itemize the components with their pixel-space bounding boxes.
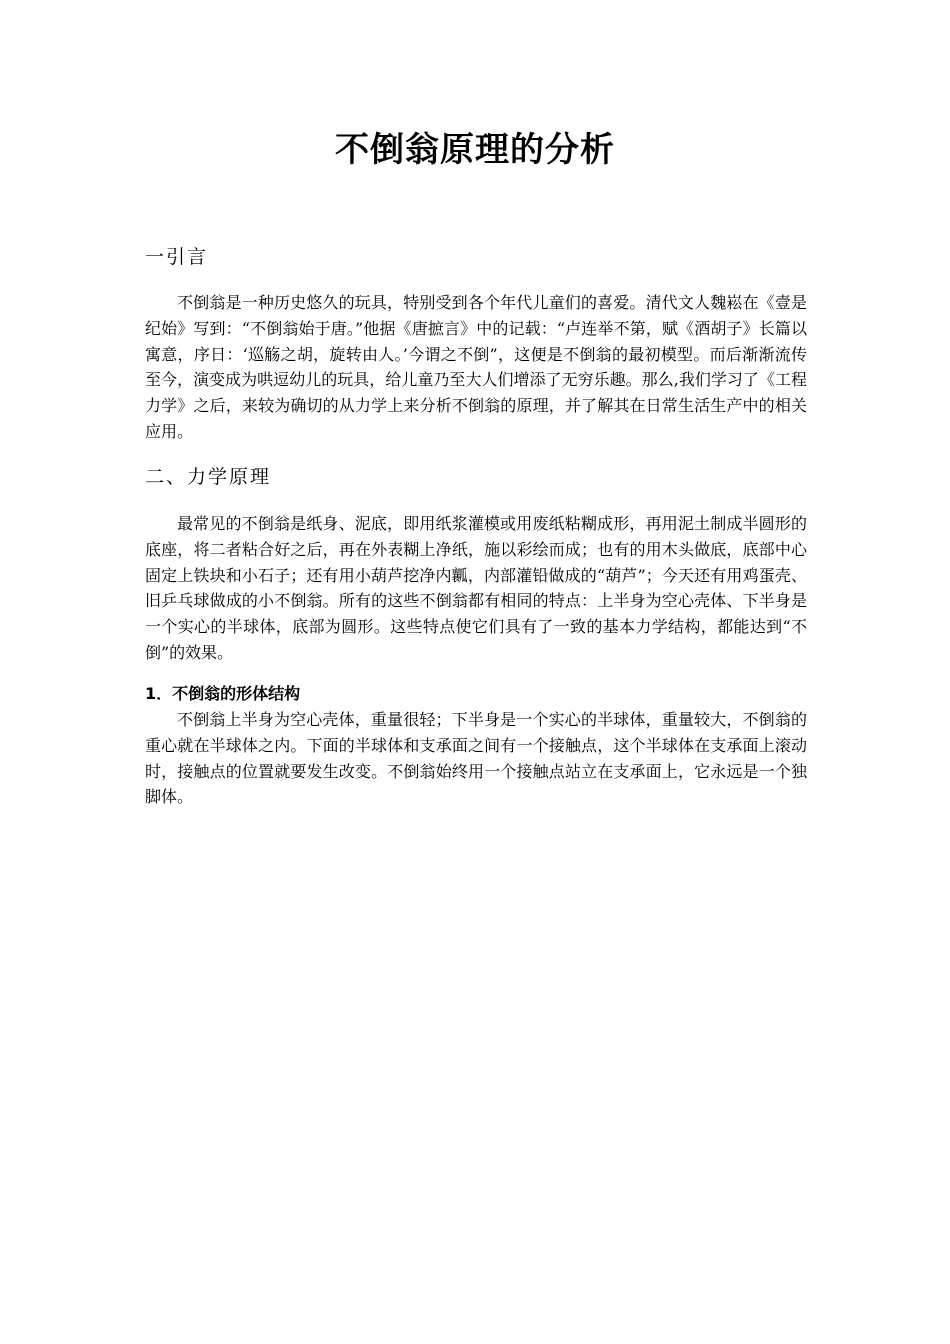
subsection-heading-shape-structure: 1．不倒翁的形体结构 bbox=[145, 684, 301, 703]
section-heading-mechanics: 二、力学原理 bbox=[145, 466, 272, 488]
document-title: 不倒翁原理的分析 bbox=[335, 130, 615, 170]
shape-structure-paragraph: 不倒翁上半身为空心壳体，重量很轻；下半身是一个实心的半球体，重量较大，不倒翁的重心就在半球体之内。下面的半球体和支承面之间有一个接触点，这个半球体在支承面上滚动时，接触点的位置就要发生改变。不倒翁始终用一个接触点站立在支承面上，它永远是一个独脚体。 bbox=[145, 710, 807, 807]
mechanics-paragraph: 最常见的不倒翁是纸身、泥底，即用纸浆灌模或用废纸粘糊成形，再用泥土制成半圆形的底座，将二者粘合好之后，再在外表糊上净纸，施以彩绘而成；也有的用木头做底，底部中心固定上铁块和小石子；还有用小葫芦挖净内瓤，内部灌铅做成的“葫芦”；今天还有用鸡蛋壳、旧乒乓球做成的小不倒翁。所有的这些不倒翁都有相同的特点：上半身为空心壳体、下半身是一个实心的半球体，底部为圆形。这些特点使它们具有了一致的基本力学结构，都能达到“不倒”的效果。 bbox=[145, 514, 807, 662]
section-heading-introduction: 一引言 bbox=[145, 246, 209, 268]
introduction-paragraph: 不倒翁是一种历史悠久的玩具，特别受到各个年代儿童们的喜爱。清代文人魏崧在《壹是纪始》写到：“不倒翁始于唐。”他据《唐摭言》中的记载：“卢连举不第，赋《酒胡子》长篇以寓意，序日：‘巡觞之胡，旋转由人。’今谓之不倒”，这便是不倒翁的最初模型。而后渐渐流传至今，演变成为哄逗幼儿的玩具，给儿童乃至大人们增添了无穷乐趣。那么,我们学习了《工程力学》之后，来较为确切的从力学上来分析不倒翁的原理，并了解其在日常生活生产中的相关应用。 bbox=[145, 293, 807, 441]
